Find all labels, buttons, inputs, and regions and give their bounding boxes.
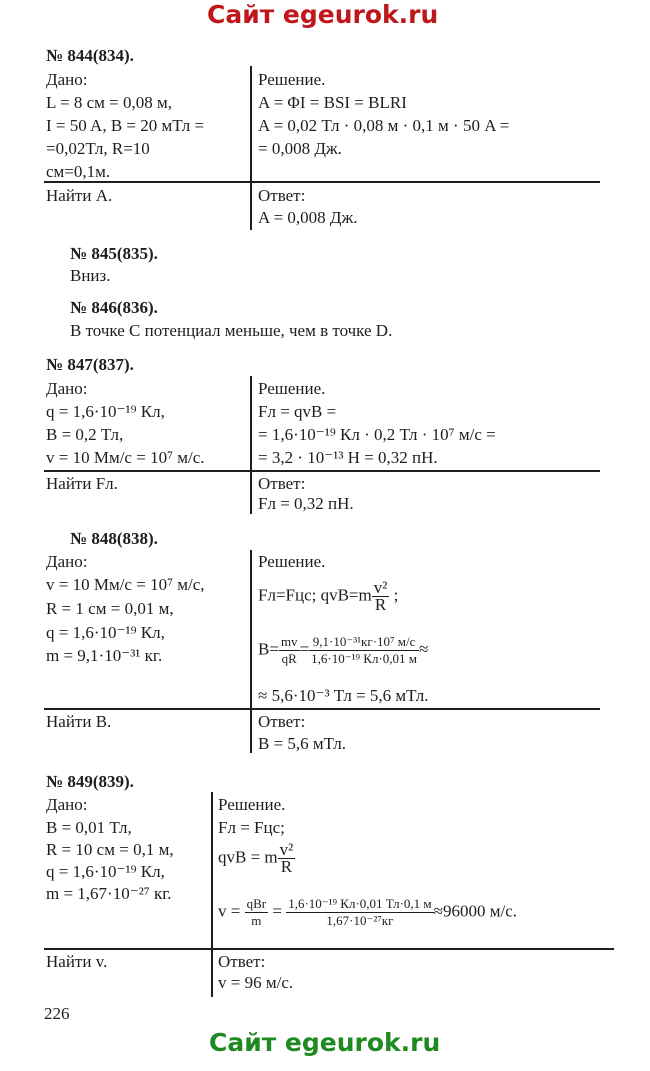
denominator: m	[251, 913, 262, 928]
answer-label: Ответ:	[258, 186, 306, 205]
given-line: B = 0,2 Тл,	[46, 425, 124, 444]
given-line: m = 9,1·10⁻³¹ кг.	[46, 646, 163, 665]
problem-846-title: № 846(836).	[70, 298, 158, 317]
given-label: Дано:	[46, 795, 88, 814]
solution-label: Решение.	[258, 552, 326, 571]
formula-part: ;	[393, 585, 399, 605]
given-label: Дано:	[46, 379, 88, 398]
solution-line: = 3,2 · 10⁻¹³ Н = 0,32 пН.	[258, 448, 438, 467]
formula-part: v =	[218, 901, 241, 921]
answer-value: A = 0,008 Дж.	[258, 208, 358, 227]
formula-part: ≈	[419, 639, 429, 659]
formula-part: =	[299, 639, 310, 659]
divider-844-vertical	[250, 66, 252, 230]
solution-formula	[258, 580, 398, 613]
fraction	[245, 896, 269, 929]
numerator: 9,1·10⁻³¹кг·10⁷ м/с	[309, 634, 419, 651]
solution-line: = 1,6·10⁻¹⁹ Кл · 0,2 Тл · 10⁷ м/с =	[258, 425, 496, 444]
answer-label: Ответ:	[258, 712, 306, 731]
solution-line: = 0,008 Дж.	[258, 139, 342, 158]
divider-844-horizontal	[44, 181, 600, 183]
numerator: 1,6·10⁻¹⁹ Кл·0,01 Тл·0,1 м	[288, 896, 432, 911]
given-label: Дано:	[46, 552, 88, 571]
given-line: =0,02Тл, R=10	[46, 139, 150, 158]
find-label: Найти v.	[46, 952, 108, 971]
problem-846-answer: В точке C потенциал меньше, чем в точке D.	[70, 321, 393, 340]
formula-part: ≈96000 м/с.	[433, 901, 517, 921]
denominator: R	[280, 857, 293, 876]
numerator: v²	[373, 578, 388, 597]
find-label: Найти Fл.	[46, 474, 118, 493]
formula-part: =	[272, 901, 282, 921]
fraction	[309, 634, 419, 667]
problem-847-title: № 847(837).	[46, 355, 134, 374]
site-banner-top: Сайт egeurok.ru	[207, 0, 439, 29]
solution-line: Fл = Fцс;	[218, 818, 285, 837]
solution-formula	[258, 634, 428, 667]
denominator: 1,67·10⁻²⁷кг	[326, 913, 394, 928]
given-line: q = 1,6·10⁻¹⁹ Кл,	[46, 623, 165, 642]
problem-845-title: № 845(835).	[70, 244, 158, 263]
divider-848-vertical	[250, 550, 252, 753]
divider-848-horizontal	[44, 708, 600, 710]
problem-844-title: № 844(834).	[46, 46, 134, 65]
given-line: L = 8 см = 0,08 м,	[46, 93, 172, 112]
fraction	[372, 580, 390, 613]
solution-line: A = 0,02 Тл · 0,08 м · 0,1 м · 50 A =	[258, 116, 510, 135]
answer-value: B = 5,6 мТл.	[258, 734, 346, 753]
solution-label: Решение.	[258, 379, 326, 398]
given-line: B = 0,01 Тл,	[46, 818, 132, 837]
solution-formula	[218, 896, 517, 929]
given-line: q = 1,6·10⁻¹⁹ Кл,	[46, 402, 165, 421]
site-banner-bottom: Сайт egeurok.ru	[209, 1028, 441, 1057]
given-line: v = 10 Мм/с = 10⁷ м/с,	[46, 575, 205, 594]
fraction	[278, 842, 296, 875]
formula-part: B=	[258, 639, 279, 659]
solution-line: A = ΦI = BSI = BLRI	[258, 93, 407, 112]
formula-part: qvB = m	[218, 847, 278, 867]
given-line: R = 1 см = 0,01 м,	[46, 599, 174, 618]
problem-848-title: № 848(838).	[70, 529, 158, 548]
given-line: m = 1,67·10⁻²⁷ кг.	[46, 884, 172, 903]
numerator: mv	[280, 634, 298, 649]
given-line: см=0,1м.	[46, 162, 111, 181]
denominator: R	[374, 595, 387, 614]
given-line: v = 10 Мм/с = 10⁷ м/с.	[46, 448, 205, 467]
problem-849-title: № 849(839).	[46, 772, 134, 791]
divider-847-vertical	[250, 376, 252, 514]
given-label: Дано:	[46, 70, 88, 89]
fraction	[286, 896, 433, 929]
formula-part: m	[358, 585, 372, 605]
solution-formula	[218, 842, 295, 875]
given-line: R = 10 см = 0,1 м,	[46, 840, 174, 859]
solution-label: Решение.	[258, 70, 326, 89]
denominator: qR	[281, 651, 297, 666]
answer-label: Ответ:	[218, 952, 266, 971]
solution-line: ≈ 5,6·10⁻³ Тл = 5,6 мТл.	[258, 686, 429, 705]
answer-value: v = 96 м/с.	[218, 973, 294, 992]
formula-part: Fл=Fцс; qvB=	[258, 585, 359, 605]
answer-value: Fл = 0,32 пН.	[258, 494, 354, 513]
page-number: 226	[44, 1004, 70, 1023]
answer-label: Ответ:	[258, 474, 306, 493]
find-label: Найти B.	[46, 712, 112, 731]
solution-line: Fл = qvB =	[258, 402, 337, 421]
given-line: I = 50 A, B = 20 мТл =	[46, 116, 205, 135]
given-line: q = 1,6·10⁻¹⁹ Кл,	[46, 862, 165, 881]
problem-845-answer: Вниз.	[70, 266, 111, 285]
divider-847-horizontal	[44, 470, 600, 472]
divider-849-horizontal	[44, 948, 614, 950]
numerator: v²	[279, 840, 294, 859]
solution-label: Решение.	[218, 795, 286, 814]
divider-849-vertical	[211, 792, 213, 997]
find-label: Найти A.	[46, 186, 113, 205]
denominator: 1,6·10⁻¹⁹ Кл·0,01 м	[311, 651, 417, 666]
fraction	[279, 634, 300, 667]
numerator: qBr	[246, 896, 267, 911]
